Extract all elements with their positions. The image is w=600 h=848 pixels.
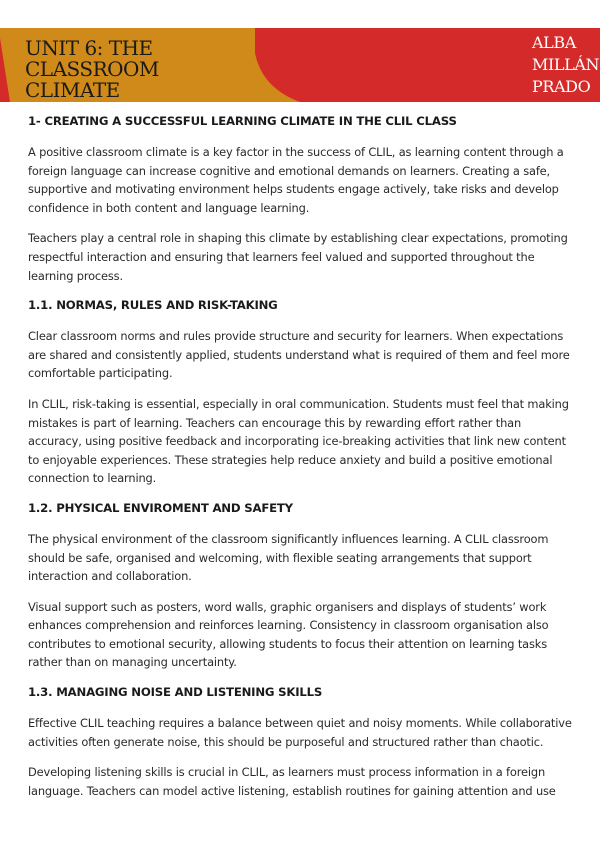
paragraph: Effective CLIL teaching requires a balance between quiet and noisy moments. While collaborative activities often generate noise, this should be purposeful and structured rather than chaotic. xyxy=(28,716,572,749)
section-heading: 1.2. PHYSICAL ENVIROMENT AND SAFETY xyxy=(28,500,293,515)
paragraph: The physical environment of the classroom significantly influences learning. A CLIL classroom should be safe, organised and welcoming, with flexible seating arrangements that support interaction and collaboration. xyxy=(28,531,549,584)
paragraph: In CLIL, risk-taking is essential, especially in oral communication. Students must feel that making mistakes is part of learning. Teachers can encourage this by rewarding effort rather than accuracy, using positive feedback and incorporating ice-breaking activities that link new content to enjoyable experiences. These strategies help reduce anxiety and build a positive emotional connection to learning. xyxy=(28,396,569,486)
paragraph: Clear classroom norms and rules provide structure and security for learners. When expectations are shared and consistently applied, students understand what is required of them and feel more comfortable participating. xyxy=(28,329,570,381)
author-name: ALBA MILLÁN PRADO xyxy=(532,33,600,96)
section-heading: 1.3. MANAGING NOISE AND LISTENING SKILLS xyxy=(28,685,323,700)
section-heading: 1.1. NORMAS, RULES AND RISK-TAKING xyxy=(28,298,278,313)
unit-title: UNIT 6: THE CLASSROOM CLIMATE xyxy=(25,36,159,102)
paragraph: Developing listening skills is crucial in CLIL, as learners must process information in a foreign language. Teachers can model active listening, establish routines for gaining attention and use xyxy=(28,765,556,798)
document-body xyxy=(28,113,574,812)
paragraph: Teachers play a central role in shaping this climate by establishing clear expectations, promoting respectful interaction and ensuring that learners feel valued and supported throughout the learning process. xyxy=(28,231,568,283)
section-heading: 1- CREATING A SUCCESSFUL LEARNING CLIMATE IN THE CLIL CLASS xyxy=(28,114,457,128)
paragraph: Visual support such as posters, word walls, graphic organisers and displays of students’ work enhances comprehension and reinforces learning. Consistency in classroom organisation also contributes to emotional security, allowing students to focus their attention on learning tasks rather than on managing uncertainty. xyxy=(28,599,549,670)
paragraph: A positive classroom climate is a key factor in the success of CLIL, as learning content through a foreign language can increase cognitive and emotional demands on learners. Creating a safe, supportive and motivating environment helps students engage actively, take risks and develop confidence in both content and language learning. xyxy=(28,145,564,215)
